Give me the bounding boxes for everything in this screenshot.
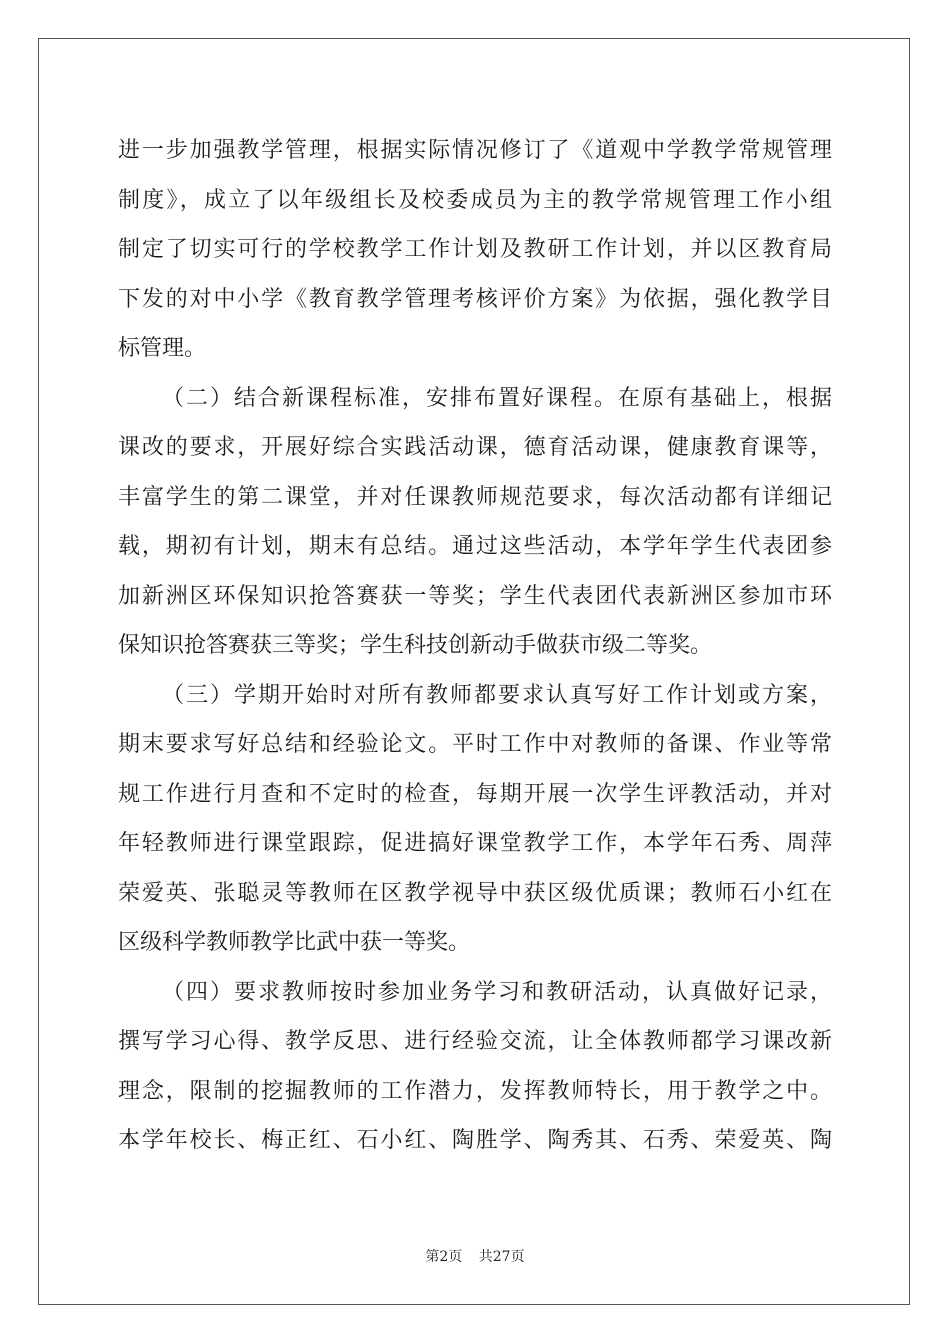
- text-line: 期末要求写好总结和经验论文。平时工作中对教师的备课、作业等常: [118, 732, 832, 757]
- text-line: 制度》，成立了以年级组长及校委成员为主的教学常规管理工作小组: [118, 187, 832, 213]
- document-body: [118, 126, 832, 1166]
- paragraph-first-line: （四）要求教师按时参加业务学习和教研活动，认真做好记录，: [162, 979, 832, 1005]
- text-line: 下发的对中小学《教育教学管理考核评价方案》为依据，强化教学目: [118, 286, 832, 312]
- text-line: 标管理。: [118, 336, 207, 361]
- text-line: 规工作进行月查和不定时的检查，每期开展一次学生评教活动，并对: [118, 781, 832, 807]
- paragraph-first-line: （三）学期开始时对所有教师都要求认真写好工作计划或方案，: [162, 682, 832, 708]
- text-line: 撰写学习心得、教学反思、进行经验交流，让全体教师都学习课改新: [118, 1029, 832, 1054]
- page-number: 第2页: [425, 1249, 463, 1265]
- text-line: 本学年校长、梅正红、石小红、陶胜学、陶秀其、石秀、荣爱英、陶: [118, 1128, 832, 1153]
- paragraph-first-line: （二）结合新课程标准，安排布置好课程。在原有基础上，根据: [162, 385, 832, 411]
- text-line: 载，期初有计划，期末有总结。通过这些活动，本学年学生代表团参: [118, 534, 832, 559]
- text-line: 保知识抢答赛获三等奖；学生科技创新动手做获市级二等奖。: [118, 633, 713, 658]
- text-line: 荣爱英、张聪灵等教师在区教学视导中获区级优质课；教师石小红在: [118, 880, 832, 906]
- text-line: 区级科学教师教学比武中获一等奖。: [118, 930, 471, 955]
- text-line: 进一步加强教学管理，根据实际情况修订了《道观中学教学常规管理: [118, 138, 832, 163]
- page-total: 共27页: [478, 1249, 525, 1265]
- text-line: 年轻教师进行课堂跟踪，促进搞好课堂教学工作，本学年石秀、周萍: [118, 831, 832, 856]
- text-line: 课改的要求，开展好综合实践活动课，德育活动课，健康教育课等，: [118, 435, 832, 460]
- text-line: 理念，限制的挖掘教师的工作潜力，发挥教师特长，用于教学之中。: [118, 1078, 832, 1104]
- page-footer: [0, 1246, 950, 1266]
- text-line: 制定了切实可行的学校教学工作计划及教研工作计划，并以区教育局: [118, 237, 832, 262]
- text-line: 加新洲区环保知识抢答赛获一等奖；学生代表团代表新洲区参加市环: [118, 583, 832, 609]
- text-line: 丰富学生的第二课堂，并对任课教师规范要求，每次活动都有详细记: [118, 484, 832, 510]
